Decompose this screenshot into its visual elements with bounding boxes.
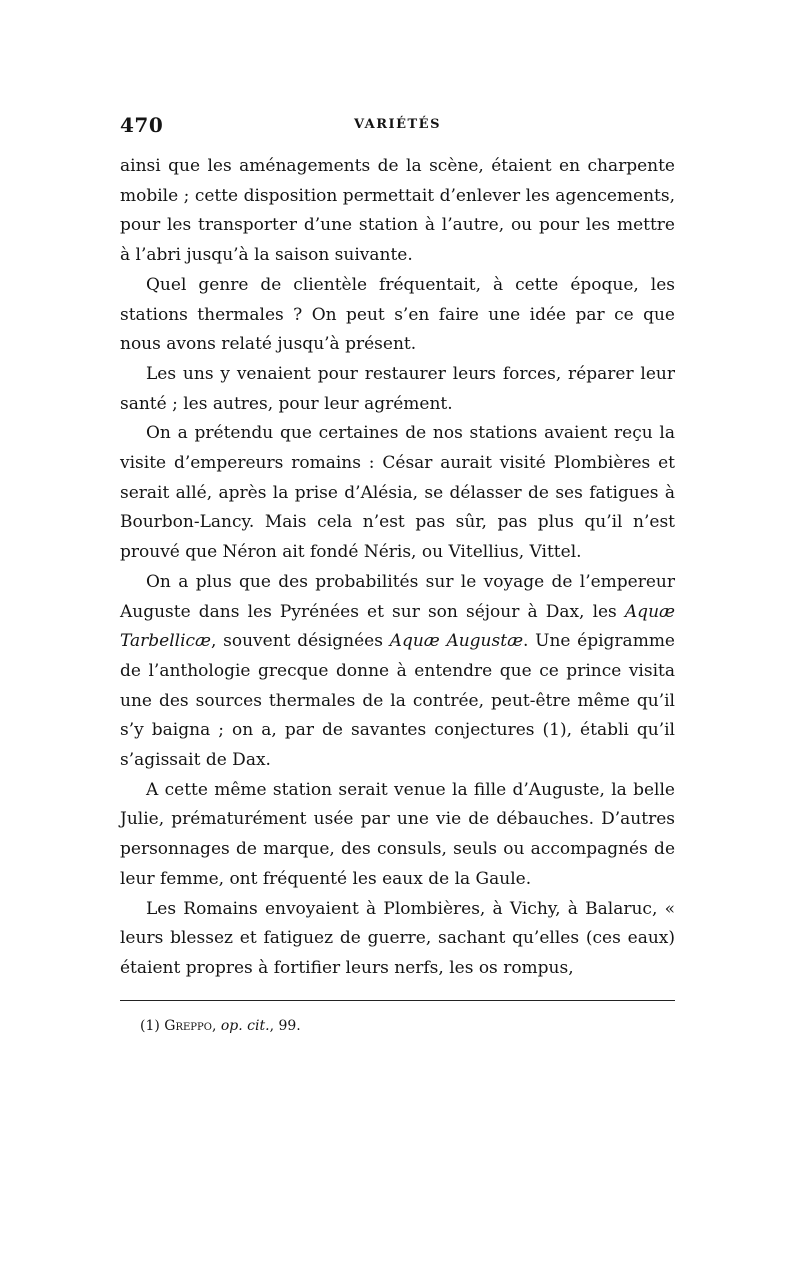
latin-term: Aquæ Augustæ [389, 631, 524, 652]
footnote [140, 1018, 301, 1034]
paragraph [120, 568, 675, 776]
text-run: Les uns y venaient pour restaurer leurs forces, réparer leur santé ; les autres, pour leur agrément. [120, 363, 675, 414]
footnote-author: Greppo, [164, 1018, 217, 1034]
paragraph [120, 360, 675, 419]
paragraph [120, 152, 675, 271]
running-title: VARIÉTÉS [354, 117, 441, 132]
footnote-ref: op. cit. [220, 1018, 270, 1034]
latin-term: Aquæ Tarbellicæ [120, 601, 675, 652]
paragraph [120, 895, 675, 984]
body-text [120, 152, 675, 984]
footnote-number: (1) [140, 1018, 160, 1034]
text-run: , souvent désignées [211, 631, 390, 652]
footnote-divider [120, 1000, 675, 1001]
page-header [120, 113, 675, 143]
text-run: On a plus que des probabilités sur le voyage de l’empereur Auguste dans les Pyrénées et sur son séjour à Dax, les [120, 571, 675, 622]
paragraph [120, 776, 675, 895]
footnote-page: , 99. [269, 1018, 301, 1034]
text-run: Quel genre de clientèle fréquentait, à cette époque, les stations thermales ? On peut s’en faire une idée par ce que nous avons relaté jusqu’à présent. [120, 274, 675, 355]
text-run: A cette même station serait venue la fille d’Auguste, la belle Julie, prématurément usée par une vie de débauches. D’autres personnages de marque, des consuls, seuls ou accompagnés de leur femme, ont fréquenté les eaux de la Gaule. [120, 779, 675, 889]
text-run: . Une épigramme de l’anthologie grecque donne à entendre que ce prince visita une des sources thermales de la contrée, peut-être même qu’il s’y baigna ; on a, par de savantes conjectures (1), établi qu’il s’agissait de Dax. [120, 631, 675, 771]
text-run: Les Romains envoyaient à Plombières, à Vichy, à Balaruc, « leurs blessez et fatiguez de guerre, sachant qu’elles (ces eaux) étaient propres à fortifier leurs nerfs, les os rompus, [120, 898, 675, 978]
page-number: 470 [120, 113, 164, 137]
text-run: ainsi que les aménagements de la scène, étaient en charpente mobile ; cette disposition permettait d’enlever les agencements, pour les transporter d’une station à l’autre, ou pour les mettre à l’abri jusqu’à la saison suivante. [120, 156, 675, 266]
paragraph [120, 271, 675, 360]
text-run: On a prétendu que certaines de nos stations avaient reçu la visite d’empereurs romains : César aurait visité Plombières et serait allé, après la prise d’Alésia, se délasser de ses fatigues à Bourbon-Lancy. Mais cela n’est pas sûr, pas plus qu’il n’est prouvé que Néron ait fondé Néris, ou Vitellius, Vittel. [120, 423, 675, 563]
paragraph [120, 419, 675, 568]
